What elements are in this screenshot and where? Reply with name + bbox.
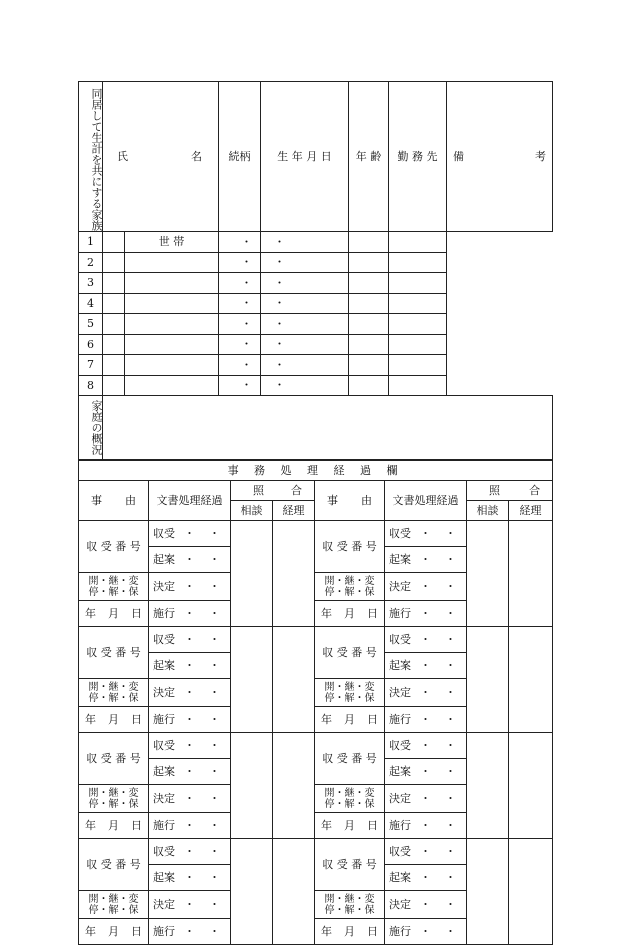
manager-check-field[interactable] bbox=[509, 627, 553, 733]
process-decided-field[interactable]: 決定 ・ ・ bbox=[385, 785, 467, 813]
family-row bbox=[79, 355, 553, 376]
check-header: 照 合 bbox=[467, 481, 553, 501]
row-number: 4 bbox=[79, 293, 103, 314]
relation-field[interactable]: 世 帯 bbox=[125, 232, 219, 253]
age-header: 年 齢 bbox=[349, 82, 389, 232]
manager-check-field[interactable] bbox=[273, 521, 315, 627]
process-decided-field[interactable]: 決定 ・ ・ bbox=[149, 891, 231, 919]
process-row bbox=[79, 733, 553, 759]
date-separator: ・ bbox=[274, 235, 285, 249]
process-executed-field[interactable]: 施行 ・ ・ bbox=[149, 707, 231, 733]
consult-check-field[interactable] bbox=[467, 627, 509, 733]
process-executed-field[interactable]: 施行 ・ ・ bbox=[385, 813, 467, 839]
relation-field[interactable] bbox=[125, 293, 219, 314]
family-table bbox=[78, 81, 553, 460]
member-name-field[interactable] bbox=[103, 273, 125, 294]
date-separator: ・ bbox=[241, 255, 252, 269]
member-name-field[interactable] bbox=[103, 252, 125, 273]
manager-check-field[interactable] bbox=[509, 733, 553, 839]
consult-check-field[interactable] bbox=[467, 839, 509, 945]
household-overview-field[interactable] bbox=[103, 396, 553, 460]
process-row bbox=[79, 627, 553, 653]
consult-check-field[interactable] bbox=[231, 839, 273, 945]
member-name-field[interactable] bbox=[103, 314, 125, 335]
process-drafted-field[interactable]: 起案 ・ ・ bbox=[149, 653, 231, 679]
receipt-number-label: 収 受 番 号 bbox=[79, 733, 149, 785]
consult-check-field[interactable] bbox=[467, 521, 509, 627]
workplace-header: 勤 務 先 bbox=[389, 82, 447, 232]
status-options[interactable]: 開・継・変 停・解・保 bbox=[79, 679, 149, 707]
birthdate-field[interactable] bbox=[219, 293, 285, 314]
notes-field[interactable] bbox=[389, 334, 447, 355]
status-options[interactable]: 開・継・変 停・解・保 bbox=[315, 679, 385, 707]
date-label: 年 月 日 bbox=[79, 813, 149, 839]
member-name-field[interactable] bbox=[103, 355, 125, 376]
family-side-label: 同居して生計を共にする家族 bbox=[79, 82, 103, 232]
birthdate-field[interactable] bbox=[219, 334, 285, 355]
process-executed-field[interactable]: 施行 ・ ・ bbox=[149, 601, 231, 627]
process-executed-field[interactable]: 施行 ・ ・ bbox=[149, 919, 231, 945]
status-options[interactable]: 開・継・変 停・解・保 bbox=[79, 573, 149, 601]
family-row bbox=[79, 334, 553, 355]
date-separator: ・ bbox=[274, 255, 285, 269]
process-received-field[interactable]: 収受 ・ ・ bbox=[385, 627, 467, 653]
workplace-field[interactable] bbox=[349, 334, 389, 355]
manager-check-field[interactable] bbox=[273, 627, 315, 733]
row-number: 7 bbox=[79, 355, 103, 376]
date-label: 年 月 日 bbox=[315, 601, 385, 627]
workplace-field[interactable] bbox=[349, 273, 389, 294]
process-row bbox=[79, 521, 553, 547]
household-overview-label: 家庭の概況 bbox=[79, 396, 103, 460]
manager-check-field[interactable] bbox=[509, 839, 553, 945]
notes-field[interactable] bbox=[389, 293, 447, 314]
consult-check-field[interactable] bbox=[467, 733, 509, 839]
date-separator: ・ bbox=[274, 337, 285, 351]
check-header: 照 合 bbox=[231, 481, 315, 501]
receipt-number-label: 収 受 番 号 bbox=[315, 733, 385, 785]
workplace-field[interactable] bbox=[349, 252, 389, 273]
process-received-field[interactable]: 収受 ・ ・ bbox=[149, 627, 231, 653]
consult-check-field[interactable] bbox=[231, 733, 273, 839]
member-name-field[interactable] bbox=[103, 334, 125, 355]
consult-header: 相談 bbox=[231, 501, 273, 521]
row-number: 2 bbox=[79, 252, 103, 273]
process-drafted-field[interactable]: 起案 ・ ・ bbox=[385, 759, 467, 785]
relation-field[interactable] bbox=[125, 273, 219, 294]
date-separator: ・ bbox=[241, 235, 252, 249]
process-table bbox=[78, 460, 553, 945]
status-options[interactable]: 開・継・変 停・解・保 bbox=[79, 891, 149, 919]
process-drafted-field[interactable]: 起案 ・ ・ bbox=[149, 547, 231, 573]
birthdate-field[interactable] bbox=[219, 314, 285, 335]
workplace-field[interactable] bbox=[349, 293, 389, 314]
family-row bbox=[79, 273, 553, 294]
reason-header: 事 由 bbox=[79, 481, 149, 521]
row-number: 3 bbox=[79, 273, 103, 294]
date-separator: ・ bbox=[274, 296, 285, 310]
process-decided-field[interactable]: 決定 ・ ・ bbox=[149, 679, 231, 707]
member-name-field[interactable] bbox=[103, 375, 125, 396]
process-executed-field[interactable]: 施行 ・ ・ bbox=[385, 707, 467, 733]
relation-field[interactable] bbox=[125, 334, 219, 355]
workplace-field[interactable] bbox=[349, 355, 389, 376]
date-label: 年 月 日 bbox=[79, 919, 149, 945]
process-received-field[interactable]: 収受 ・ ・ bbox=[149, 521, 231, 547]
manager-check-field[interactable] bbox=[273, 839, 315, 945]
process-executed-field[interactable]: 施行 ・ ・ bbox=[385, 919, 467, 945]
date-separator: ・ bbox=[274, 276, 285, 290]
family-row bbox=[79, 293, 553, 314]
relation-field[interactable] bbox=[125, 355, 219, 376]
birthdate-header: 生 年 月 日 bbox=[261, 82, 349, 232]
process-received-field[interactable]: 収受 ・ ・ bbox=[385, 839, 467, 865]
date-separator: ・ bbox=[274, 317, 285, 331]
doc-process-header: 文書処理経過 bbox=[385, 481, 467, 521]
relation-header: 続柄 bbox=[219, 82, 261, 232]
workplace-field[interactable] bbox=[349, 314, 389, 335]
birthdate-field[interactable] bbox=[219, 375, 285, 396]
process-executed-field[interactable]: 施行 ・ ・ bbox=[149, 813, 231, 839]
date-separator: ・ bbox=[241, 358, 252, 372]
relation-field[interactable] bbox=[125, 252, 219, 273]
doc-process-header: 文書処理経過 bbox=[149, 481, 231, 521]
process-section-title: 事 務 処 理 経 過 欄 bbox=[79, 461, 553, 481]
date-separator: ・ bbox=[241, 337, 252, 351]
workplace-field[interactable] bbox=[349, 232, 389, 253]
date-separator: ・ bbox=[241, 378, 252, 392]
process-received-field[interactable]: 収受 ・ ・ bbox=[149, 733, 231, 759]
name-header: 氏 名 bbox=[103, 82, 219, 232]
date-label: 年 月 日 bbox=[79, 601, 149, 627]
row-number: 1 bbox=[79, 232, 103, 253]
reason-header: 事 由 bbox=[315, 481, 385, 521]
relation-field[interactable] bbox=[125, 375, 219, 396]
birthdate-field[interactable] bbox=[219, 252, 285, 273]
date-separator: ・ bbox=[241, 276, 252, 290]
consult-check-field[interactable] bbox=[231, 521, 273, 627]
family-row bbox=[79, 375, 553, 396]
row-number: 6 bbox=[79, 334, 103, 355]
workplace-field[interactable] bbox=[349, 375, 389, 396]
process-decided-field[interactable]: 決定 ・ ・ bbox=[149, 573, 231, 601]
process-decided-field[interactable]: 決定 ・ ・ bbox=[385, 679, 467, 707]
row-number: 5 bbox=[79, 314, 103, 335]
status-options[interactable]: 開・継・変 停・解・保 bbox=[315, 891, 385, 919]
date-separator: ・ bbox=[274, 378, 285, 392]
receipt-number-label: 収 受 番 号 bbox=[315, 627, 385, 679]
process-drafted-field[interactable]: 起案 ・ ・ bbox=[149, 759, 231, 785]
status-options[interactable]: 開・継・変 停・解・保 bbox=[315, 785, 385, 813]
notes-field[interactable] bbox=[389, 273, 447, 294]
notes-field[interactable] bbox=[389, 314, 447, 335]
relation-field[interactable] bbox=[125, 314, 219, 335]
process-row bbox=[79, 839, 553, 865]
process-decided-field[interactable]: 決定 ・ ・ bbox=[385, 891, 467, 919]
date-label: 年 月 日 bbox=[315, 919, 385, 945]
process-received-field[interactable]: 収受 ・ ・ bbox=[385, 521, 467, 547]
family-row bbox=[79, 314, 553, 335]
welfare-form bbox=[78, 81, 552, 945]
member-name-field[interactable] bbox=[103, 232, 125, 253]
process-decided-field[interactable]: 決定 ・ ・ bbox=[385, 573, 467, 601]
birthdate-field[interactable] bbox=[219, 273, 285, 294]
receipt-number-label: 収 受 番 号 bbox=[79, 521, 149, 573]
member-name-field[interactable] bbox=[103, 293, 125, 314]
family-row bbox=[79, 232, 553, 253]
process-drafted-field[interactable]: 起案 ・ ・ bbox=[149, 865, 231, 891]
notes-field[interactable] bbox=[389, 252, 447, 273]
consult-check-field[interactable] bbox=[231, 627, 273, 733]
date-separator: ・ bbox=[274, 358, 285, 372]
date-separator: ・ bbox=[241, 296, 252, 310]
birthdate-field[interactable] bbox=[219, 355, 285, 376]
notes-header: 備 考 bbox=[447, 82, 553, 232]
date-label: 年 月 日 bbox=[315, 813, 385, 839]
notes-field[interactable] bbox=[389, 355, 447, 376]
manager-check-field[interactable] bbox=[273, 733, 315, 839]
manager-header: 経理 bbox=[273, 501, 315, 521]
status-options[interactable]: 開・継・変 停・解・保 bbox=[315, 573, 385, 601]
birthdate-field[interactable] bbox=[219, 232, 285, 253]
date-separator: ・ bbox=[241, 317, 252, 331]
process-received-field[interactable]: 収受 ・ ・ bbox=[385, 733, 467, 759]
process-drafted-field[interactable]: 起案 ・ ・ bbox=[385, 865, 467, 891]
receipt-number-label: 収 受 番 号 bbox=[79, 839, 149, 891]
status-options[interactable]: 開・継・変 停・解・保 bbox=[79, 785, 149, 813]
date-label: 年 月 日 bbox=[315, 707, 385, 733]
consult-header: 相談 bbox=[467, 501, 509, 521]
process-drafted-field[interactable]: 起案 ・ ・ bbox=[385, 653, 467, 679]
receipt-number-label: 収 受 番 号 bbox=[79, 627, 149, 679]
date-label: 年 月 日 bbox=[79, 707, 149, 733]
manager-check-field[interactable] bbox=[509, 521, 553, 627]
process-received-field[interactable]: 収受 ・ ・ bbox=[149, 839, 231, 865]
row-number: 8 bbox=[79, 375, 103, 396]
family-row bbox=[79, 252, 553, 273]
process-drafted-field[interactable]: 起案 ・ ・ bbox=[385, 547, 467, 573]
receipt-number-label: 収 受 番 号 bbox=[315, 521, 385, 573]
receipt-number-label: 収 受 番 号 bbox=[315, 839, 385, 891]
manager-header: 経理 bbox=[509, 501, 553, 521]
process-executed-field[interactable]: 施行 ・ ・ bbox=[385, 601, 467, 627]
notes-field[interactable] bbox=[389, 375, 447, 396]
process-decided-field[interactable]: 決定 ・ ・ bbox=[149, 785, 231, 813]
notes-field[interactable] bbox=[389, 232, 447, 253]
